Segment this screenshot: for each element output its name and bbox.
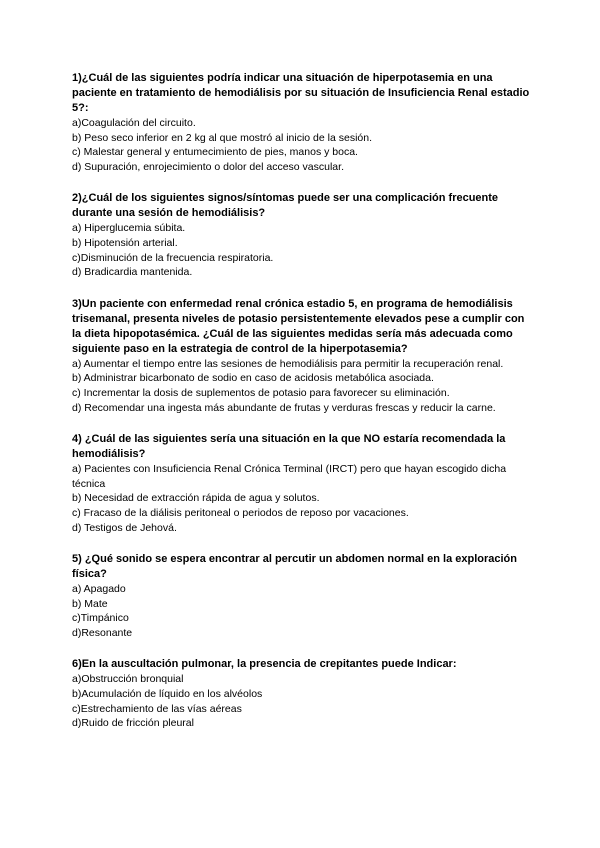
answer-option: c) Fracaso de la diálisis peritoneal o periodos de reposo por vacaciones. — [72, 506, 409, 519]
question-1 — [72, 71, 532, 174]
answer-option: c) Malestar general y entumecimiento de pies, manos y boca. — [72, 146, 358, 159]
answer-option: c)Disminución de la frecuencia respiratoria. — [72, 251, 274, 264]
answer-option: d) Supuración, enrojecimiento o dolor del acceso vascular. — [72, 160, 344, 173]
answer-option: d)Resonante — [72, 626, 133, 639]
answer-option: c)Timpánico — [72, 612, 129, 625]
answer-option: a)Obstrucción bronquial — [72, 673, 184, 686]
answer-option: d) Testigos de Jehová. — [72, 521, 177, 534]
exam-document — [72, 71, 532, 748]
answer-option: b) Mate — [72, 597, 108, 610]
answer-option: d) Bradicardia mantenida. — [72, 266, 193, 279]
answer-option: b) Hipotensión arterial. — [72, 236, 178, 249]
answer-option: b)Acumulación de líquido en los alvéolos — [72, 688, 263, 701]
answer-option: d)Ruido de fricción pleural — [72, 717, 194, 730]
question-6 — [72, 657, 532, 730]
question-3 — [72, 297, 532, 415]
answer-option: b) Necesidad de extracción rápida de agua y solutos. — [72, 492, 320, 505]
question-title: 2)¿Cuál de los siguientes signos/síntomas puede ser una complicación frecuente durante una sesión de hemodiálisis? — [72, 192, 499, 220]
question-title: 6)En la auscultación pulmonar, la presencia de crepitantes puede Indicar: — [72, 658, 457, 671]
question-title: 4) ¿Cuál de las siguientes sería una situación en la que NO estaría recomendada la hemodiálisis? — [72, 433, 506, 461]
answer-option: a)Coagulación del circuito. — [72, 117, 196, 129]
question-4 — [72, 432, 532, 535]
answer-option: d) Recomendar una ingesta más abundante de frutas y verduras frescas y reducir la carne. — [72, 401, 496, 414]
question-2 — [72, 191, 532, 279]
answer-option: b) Peso seco inferior en 2 kg al que mostró al inicio de la sesión. — [72, 131, 372, 144]
question-title: 5) ¿Qué sonido se espera encontrar al percutir un abdomen normal en la exploración física? — [72, 553, 518, 581]
answer-option: c) Incrementar la dosis de suplementos de potasio para favorecer su eliminación. — [72, 386, 450, 399]
answer-option: b) Administrar bicarbonato de sodio en caso de acidosis metabólica asociada. — [72, 372, 434, 385]
answer-option: a) Hiperglucemia súbita. — [72, 222, 186, 235]
answer-option: a) Aumentar el tiempo entre las sesiones de hemodiálisis para permitir la recuperación renal. — [72, 357, 504, 370]
answer-option: a) Pacientes con Insuficiencia Renal Crónica Terminal (IRCT) pero que hayan escogido dicha técnica — [72, 463, 507, 490]
answer-option: a) Apagado — [72, 583, 126, 596]
answer-option: c)Estrechamiento de las vías aéreas — [72, 702, 242, 715]
question-title: 3)Un paciente con enfermedad renal crónica estadio 5, en programa de hemodiálisis trisemanal, presenta niveles de potasio persistentemente elevados pese a cumplir con la dieta hipopotasémica. ¿Cuál de las siguientes medidas sería más adecuada como siguiente paso en la estrategia de control de la hiperpotasemia? — [72, 297, 525, 355]
question-5 — [72, 552, 532, 640]
question-title: 1)¿Cuál de las siguientes podría indicar una situación de hiperpotasemia en una paciente en tratamiento de hemodiálisis por su situación de Insuficiencia Renal estadio 5?: — [72, 72, 530, 114]
